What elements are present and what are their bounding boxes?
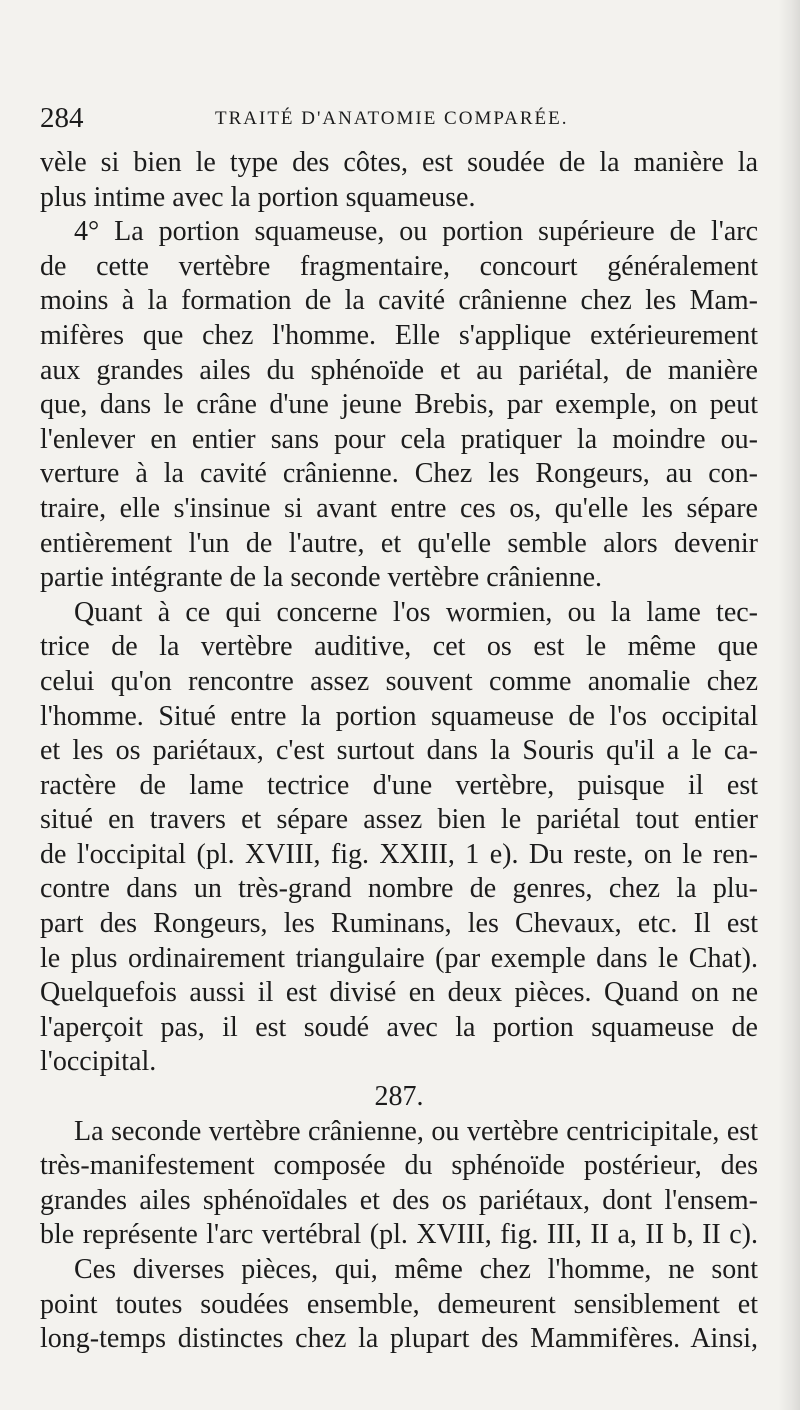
text-line: l'enlever en entier sans pour cela pratiquer la moindre ou- — [40, 423, 758, 455]
text-line: Quelquefois aussi il est divisé en deux pièces. Quand on ne — [40, 977, 758, 1009]
text-line: plus intime avec la portion squameuse. — [40, 181, 476, 213]
text-line: long-temps distinctes chez la plupart des Mammifères. Ainsi, — [40, 1323, 758, 1355]
text-line: de l'occipital (pl. XVIII, fig. XXIII, 1 e). Du reste, on le ren- — [40, 838, 758, 870]
text-line: et les os pariétaux, c'est surtout dans la Souris qu'il a le ca- — [40, 735, 758, 767]
text-line: ractère de lame tectrice d'une vertèbre, puisque il est — [40, 769, 758, 801]
text-line: verture à la cavité crânienne. Chez les Rongeurs, au con- — [40, 458, 758, 490]
text-line: ble représente l'arc vertébral (pl. XVIII, fig. III, II a, II b, II c). — [40, 1219, 758, 1251]
text-line: de cette vertèbre fragmentaire, concourt généralement — [40, 250, 758, 282]
text-line: Ces diverses pièces, qui, même chez l'homme, ne sont — [74, 1254, 758, 1285]
text-line: moins à la formation de la cavité crânienne chez les Mam- — [40, 285, 758, 317]
page-number: 284 — [40, 102, 84, 134]
text-line: l'homme. Situé entre la portion squameuse de l'os occipital — [40, 700, 758, 732]
text-line: celui qu'on rencontre assez souvent comme anomalie chez — [40, 665, 758, 697]
text-line: le plus ordinairement triangulaire (par exemple dans le Chat). — [40, 942, 758, 974]
text-line: part des Rongeurs, les Ruminans, les Chevaux, etc. Il est — [40, 908, 758, 940]
text-line: contre dans un très-grand nombre de genres, chez la plu- — [40, 873, 758, 905]
body-text — [40, 146, 758, 1357]
text-line: grandes ailes sphénoïdales et des os pariétaux, dont l'ensem- — [40, 1184, 758, 1216]
text-line: mifères que chez l'homme. Elle s'applique extérieurement — [40, 319, 758, 351]
text-line: point toutes soudées ensemble, demeurent sensiblement et — [40, 1288, 758, 1320]
section-number: 287. — [374, 1081, 424, 1113]
page-edge-shadow — [778, 0, 800, 1410]
text-line: très-manifestement composée du sphénoïde postérieur, des — [40, 1150, 758, 1182]
page-header — [40, 98, 760, 138]
text-line: partie intégrante de la seconde vertèbre crânienne. — [40, 562, 603, 594]
text-line: aux grandes ailes du sphénoïde et au pariétal, de manière — [40, 354, 758, 386]
text-line: entièrement l'un de l'autre, et qu'elle semble alors devenir — [40, 527, 758, 559]
text-line: l'occipital. — [40, 1046, 157, 1078]
text-line: vèle si bien le type des côtes, est soudée de la manière la — [40, 147, 758, 178]
text-line: situé en travers et sépare assez bien le pariétal tout entier — [40, 804, 758, 836]
text-line: traire, elle s'insinue si avant entre ces os, qu'elle les sépare — [40, 492, 758, 524]
text-line: que, dans le crâne d'une jeune Brebis, par exemple, on peut — [40, 389, 758, 421]
text-line: Quant à ce qui concerne l'os wormien, ou la lame tec- — [74, 596, 758, 628]
text-line: 4° La portion squameuse, ou portion supérieure de l'arc — [74, 216, 758, 248]
running-title: TRAITÉ D'ANATOMIE COMPARÉE. — [215, 108, 569, 129]
text-line: La seconde vertèbre crânienne, ou vertèbre centricipitale, est — [74, 1115, 758, 1147]
text-line: trice de la vertèbre auditive, cet os est le même que — [40, 631, 758, 663]
text-line: l'aperçoit pas, il est soudé avec la portion squameuse de — [40, 1011, 758, 1043]
